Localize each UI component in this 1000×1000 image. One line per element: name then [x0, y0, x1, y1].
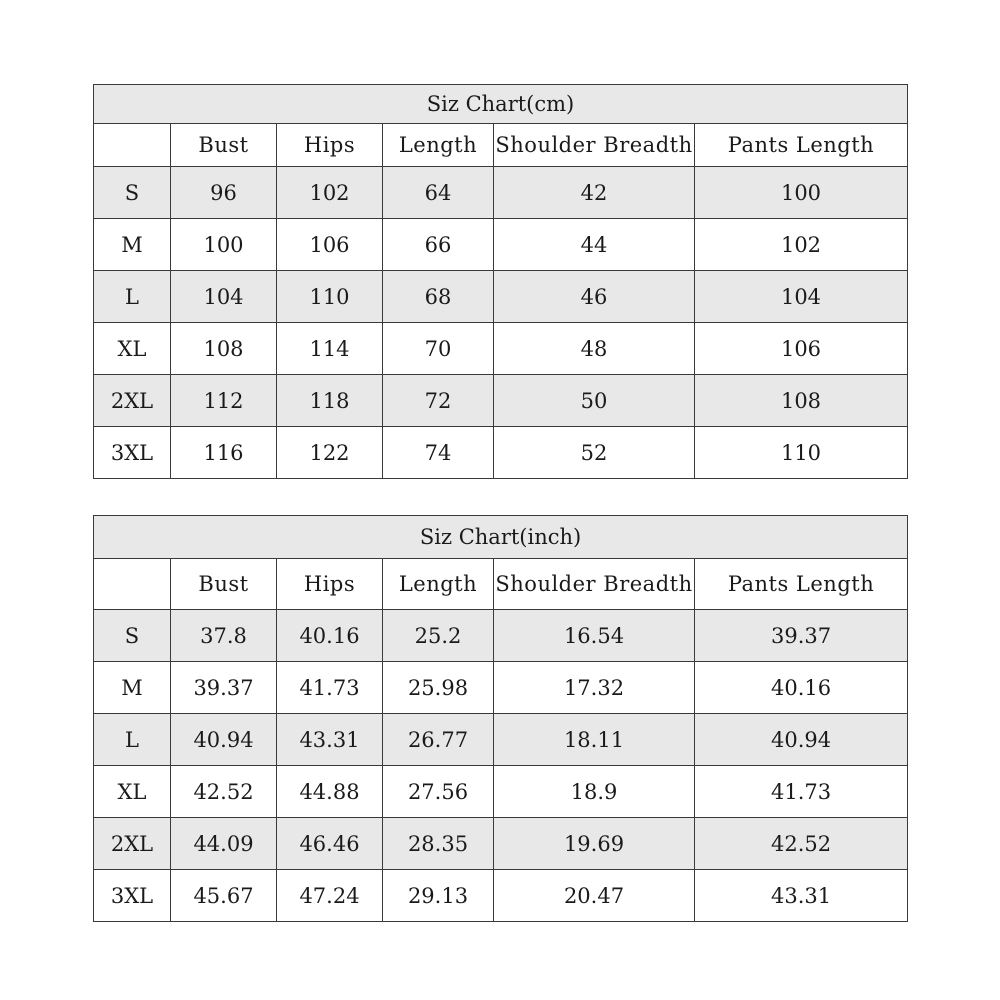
hips-cell: 43.31: [277, 714, 383, 766]
header-shoulder-breadth: Shoulder Breadth: [494, 124, 695, 167]
hips-cell: 47.24: [277, 870, 383, 922]
size-cell: S: [94, 167, 171, 219]
length-cell: 27.56: [383, 766, 494, 818]
pants-length-cell: 104: [695, 271, 908, 323]
hips-cell: 102: [277, 167, 383, 219]
length-cell: 68: [383, 271, 494, 323]
bust-cell: 40.94: [171, 714, 277, 766]
shoulder-breadth-cell: 18.11: [494, 714, 695, 766]
size-cell: XL: [94, 323, 171, 375]
table-header-row: [94, 124, 908, 167]
table-title: Siz Chart(inch): [94, 516, 908, 559]
size-cell: M: [94, 662, 171, 714]
header-length: Length: [383, 559, 494, 610]
pants-length-cell: 40.16: [695, 662, 908, 714]
table-title-row: [94, 516, 908, 559]
bust-cell: 45.67: [171, 870, 277, 922]
table-row: [94, 375, 908, 427]
table-row: [94, 323, 908, 375]
bust-cell: 42.52: [171, 766, 277, 818]
length-cell: 72: [383, 375, 494, 427]
bust-cell: 116: [171, 427, 277, 479]
length-cell: 28.35: [383, 818, 494, 870]
table-row: [94, 427, 908, 479]
table-title: Siz Chart(cm): [94, 85, 908, 124]
table-row: [94, 818, 908, 870]
hips-cell: 41.73: [277, 662, 383, 714]
hips-cell: 118: [277, 375, 383, 427]
table-row: [94, 870, 908, 922]
pants-length-cell: 108: [695, 375, 908, 427]
table-header-row: [94, 559, 908, 610]
header-hips: Hips: [277, 124, 383, 167]
shoulder-breadth-cell: 48: [494, 323, 695, 375]
bust-cell: 39.37: [171, 662, 277, 714]
hips-cell: 40.16: [277, 610, 383, 662]
header-bust: Bust: [171, 124, 277, 167]
length-cell: 26.77: [383, 714, 494, 766]
size-cell: L: [94, 271, 171, 323]
shoulder-breadth-cell: 52: [494, 427, 695, 479]
header-corner-cell: [94, 124, 171, 167]
pants-length-cell: 42.52: [695, 818, 908, 870]
pants-length-cell: 41.73: [695, 766, 908, 818]
size-cell: XL: [94, 766, 171, 818]
header-corner-cell: [94, 559, 171, 610]
hips-cell: 44.88: [277, 766, 383, 818]
length-cell: 66: [383, 219, 494, 271]
shoulder-breadth-cell: 50: [494, 375, 695, 427]
size-chart-inch-table: [93, 515, 908, 922]
pants-length-cell: 110: [695, 427, 908, 479]
pants-length-cell: 39.37: [695, 610, 908, 662]
shoulder-breadth-cell: 18.9: [494, 766, 695, 818]
header-hips: Hips: [277, 559, 383, 610]
bust-cell: 112: [171, 375, 277, 427]
header-pants-length: Pants Length: [695, 559, 908, 610]
length-cell: 70: [383, 323, 494, 375]
size-cell: S: [94, 610, 171, 662]
shoulder-breadth-cell: 19.69: [494, 818, 695, 870]
length-cell: 25.2: [383, 610, 494, 662]
length-cell: 25.98: [383, 662, 494, 714]
pants-length-cell: 43.31: [695, 870, 908, 922]
hips-cell: 110: [277, 271, 383, 323]
size-chart-cm-table: [93, 84, 908, 479]
pants-length-cell: 102: [695, 219, 908, 271]
length-cell: 64: [383, 167, 494, 219]
table-row: [94, 167, 908, 219]
bust-cell: 44.09: [171, 818, 277, 870]
pants-length-cell: 106: [695, 323, 908, 375]
table-row: [94, 610, 908, 662]
size-cell: 3XL: [94, 870, 171, 922]
shoulder-breadth-cell: 16.54: [494, 610, 695, 662]
length-cell: 74: [383, 427, 494, 479]
header-pants-length: Pants Length: [695, 124, 908, 167]
shoulder-breadth-cell: 44: [494, 219, 695, 271]
bust-cell: 108: [171, 323, 277, 375]
shoulder-breadth-cell: 42: [494, 167, 695, 219]
pants-length-cell: 40.94: [695, 714, 908, 766]
size-cell: L: [94, 714, 171, 766]
size-cell: 3XL: [94, 427, 171, 479]
header-length: Length: [383, 124, 494, 167]
table-row: [94, 271, 908, 323]
size-cell: 2XL: [94, 818, 171, 870]
header-bust: Bust: [171, 559, 277, 610]
hips-cell: 106: [277, 219, 383, 271]
table-row: [94, 219, 908, 271]
shoulder-breadth-cell: 20.47: [494, 870, 695, 922]
header-shoulder-breadth: Shoulder Breadth: [494, 559, 695, 610]
bust-cell: 96: [171, 167, 277, 219]
table-row: [94, 714, 908, 766]
size-cell: M: [94, 219, 171, 271]
length-cell: 29.13: [383, 870, 494, 922]
table-row: [94, 766, 908, 818]
shoulder-breadth-cell: 17.32: [494, 662, 695, 714]
bust-cell: 104: [171, 271, 277, 323]
size-cell: 2XL: [94, 375, 171, 427]
table-row: [94, 662, 908, 714]
hips-cell: 46.46: [277, 818, 383, 870]
shoulder-breadth-cell: 46: [494, 271, 695, 323]
bust-cell: 37.8: [171, 610, 277, 662]
hips-cell: 114: [277, 323, 383, 375]
table-title-row: [94, 85, 908, 124]
pants-length-cell: 100: [695, 167, 908, 219]
hips-cell: 122: [277, 427, 383, 479]
bust-cell: 100: [171, 219, 277, 271]
